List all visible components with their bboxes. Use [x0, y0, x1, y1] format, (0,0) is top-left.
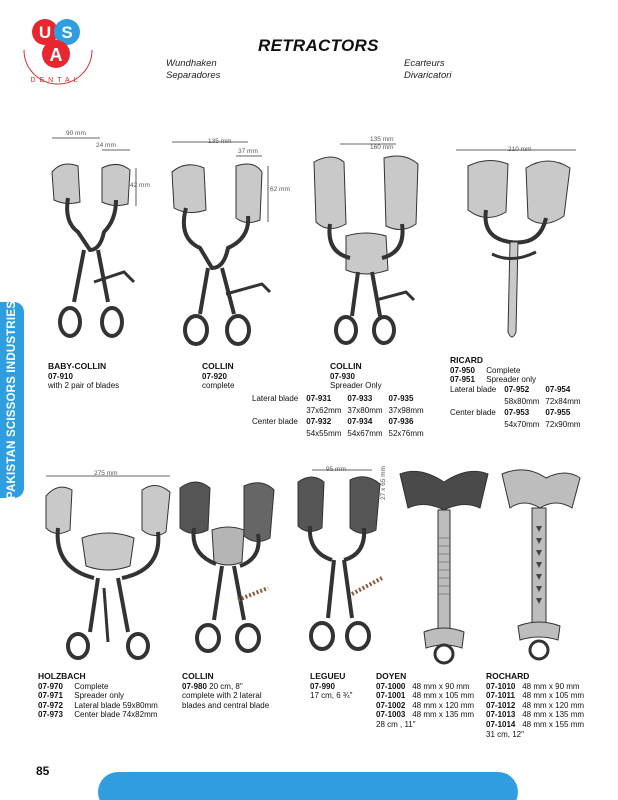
product-code: 07-1000: [376, 681, 406, 691]
product-code: 07-920: [202, 371, 227, 381]
table-row: [252, 406, 428, 416]
side-banner: [0, 302, 24, 498]
page-number: 85: [36, 764, 50, 778]
collin-980-retractor-illustration: [172, 470, 282, 668]
blade-size: 54x67mm: [347, 428, 383, 438]
logo-letter-s: S: [61, 23, 73, 42]
product-code: 07-951: [450, 375, 475, 385]
product-legueu: [310, 672, 352, 701]
product-desc: 48 mm x 135 mm: [522, 710, 585, 720]
product-name: BABY-COLLIN: [48, 361, 107, 371]
blade-size: 52x76mm: [388, 428, 424, 438]
blade-code: 07-935: [388, 394, 414, 403]
collin-spreader-retractor-illustration: [306, 140, 426, 352]
product-holzbach: [38, 672, 158, 720]
blade-size: 37x80mm: [347, 405, 383, 415]
list-item: [38, 710, 158, 720]
blade-size: 54x70mm: [504, 419, 540, 429]
lateral-label: Lateral blade: [450, 385, 497, 394]
doyen-retractor-illustration: [394, 464, 494, 670]
product-name: DOYEN: [376, 671, 407, 681]
baby-collin-retractor-illustration: [44, 132, 154, 352]
product-desc: complete: [202, 381, 235, 391]
product-desc: 48 mm x 90 mm: [412, 681, 470, 691]
holzbach-retractor-illustration: [38, 472, 178, 668]
dim-collin-blade-w: 37 mm: [238, 148, 258, 155]
blade-code: 07-954: [545, 385, 571, 394]
title-french: Ecarteurs: [404, 58, 445, 69]
product-name: COLLIN: [330, 361, 362, 371]
product-code: 07-1013: [486, 710, 516, 720]
blade-size: 37x62mm: [306, 405, 342, 415]
blade-size: 54x55mm: [306, 428, 342, 438]
logo-ring-text: DENTAL: [30, 77, 82, 84]
product-desc: Spreader Only: [330, 381, 382, 391]
product-desc: Center blade 74x82mm: [74, 710, 158, 720]
product-code: 07-971: [38, 691, 63, 701]
list-item: [486, 701, 584, 711]
product-name: HOLZBACH: [38, 671, 86, 681]
table-row: [450, 385, 585, 395]
list-item: [486, 720, 584, 730]
product-code: 07-950: [450, 365, 475, 375]
list-item: [376, 710, 474, 720]
blade-code: 07-952: [504, 385, 530, 394]
product-doyen: [376, 672, 474, 730]
blade-code: 07-931: [306, 394, 332, 403]
dim-legueu-blade: 27 x 65 mm: [380, 466, 387, 500]
product-size: 20 cm, 8": [209, 681, 243, 691]
product-length: 31 cm, 12": [486, 729, 524, 739]
list-item: [376, 691, 474, 701]
list-item: [486, 710, 584, 720]
blade-size: 58x80mm: [504, 396, 540, 406]
product-desc: 48 mm x 155 mm: [522, 719, 585, 729]
blade-size: 37x98mm: [388, 405, 424, 415]
product-baby-collin: [48, 362, 119, 391]
list-item: [376, 682, 474, 692]
list-item: [38, 691, 158, 701]
product-desc: with 2 pair of blades: [48, 381, 120, 391]
dim-legueu-width: 95 mm: [326, 466, 346, 473]
logo-letter-a: A: [49, 45, 63, 65]
blade-code: 07-934: [347, 417, 373, 427]
product-desc: 48 mm x 90 mm: [522, 681, 580, 691]
page-title: RETRACTORS: [258, 36, 379, 55]
center-label: Center blade: [252, 417, 298, 427]
product-desc: 48 mm x 120 mm: [412, 700, 475, 710]
product-desc: blades and central blade: [182, 700, 270, 710]
product-code: 07-1012: [486, 700, 516, 710]
product-desc: complete with 2 lateral: [182, 691, 262, 701]
blade-code: 07-932: [306, 417, 332, 427]
dim-collin-width: 135 mm: [208, 138, 232, 145]
product-desc: 48 mm x 120 mm: [522, 700, 585, 710]
product-desc: Lateral blade 59x80mm: [74, 700, 158, 710]
list-item: [38, 682, 158, 692]
product-code: 07-972: [38, 700, 63, 710]
product-desc: 48 mm x 135 mm: [412, 710, 475, 720]
product-name: COLLIN: [202, 361, 234, 371]
product-code: 07-980: [182, 681, 207, 691]
product-code: 07-970: [38, 681, 63, 691]
product-code: 07-1002: [376, 700, 406, 710]
list-item: [376, 701, 474, 711]
dim-collin-spreader-w1: 135 mm: [370, 136, 394, 143]
product-ricard: [450, 356, 536, 385]
product-desc: Complete: [74, 681, 109, 691]
list-item: [486, 691, 584, 701]
collin-retractor-illustration: [166, 138, 276, 352]
blade-code: 07-933: [347, 394, 373, 403]
table-row: [252, 394, 428, 404]
dim-collin-blade-h: 62 mm: [270, 186, 290, 193]
product-code: 07-1001: [376, 691, 406, 701]
rochard-retractor-illustration: [496, 464, 586, 670]
product-name: LEGUEU: [310, 671, 346, 681]
product-code: 07-1010: [486, 681, 516, 691]
title-spanish: Separadores: [166, 70, 221, 81]
product-rochard: [486, 672, 584, 739]
table-row: [450, 408, 585, 418]
ricard-retractor-illustration: [452, 146, 582, 352]
product-code: 07-930: [330, 371, 355, 381]
footer-bar: [98, 772, 518, 800]
logo-letter-u: U: [38, 23, 52, 42]
blade-code: 07-953: [504, 408, 530, 418]
product-size: 17 cm, 6 ¾": [310, 691, 353, 701]
dim-baby-collin-blade-h: 42 mm: [130, 182, 150, 189]
product-desc: Complete: [486, 365, 521, 375]
title-italian: Divaricatori: [404, 70, 452, 81]
ricard-blade-table: [448, 383, 587, 431]
product-desc: 48 mm x 105 mm: [412, 691, 475, 701]
product-code: 07-1014: [486, 719, 516, 729]
product-collin-930: [330, 362, 382, 391]
list-item: [486, 682, 584, 692]
blade-size: 72x90mm: [545, 419, 581, 429]
product-name: ROCHARD: [486, 671, 530, 681]
product-name: RICARD: [450, 355, 484, 365]
list-item: [38, 701, 158, 711]
product-code: 07-1011: [486, 691, 515, 701]
blade-code: 07-955: [545, 408, 571, 418]
table-row: [252, 429, 428, 439]
product-length: 28 cm , 11": [376, 719, 416, 729]
product-code: 07-1003: [376, 710, 406, 720]
product-code: 07-973: [38, 710, 63, 720]
product-code: 07-990: [310, 681, 335, 691]
product-code: 07-910: [48, 371, 73, 381]
table-row: [450, 420, 585, 430]
dim-holzbach-width: 275 mm: [94, 470, 118, 477]
product-collin-980: [182, 672, 269, 710]
blade-code: 07-936: [388, 417, 414, 427]
product-name: COLLIN: [182, 671, 214, 681]
usa-dental-logo: [14, 10, 102, 90]
table-row: [450, 397, 585, 407]
lateral-label: Lateral blade: [252, 394, 299, 403]
collin-930-blade-table: [250, 392, 430, 440]
dim-baby-collin-blade-w: 24 mm: [96, 142, 116, 149]
side-banner-text: PAKISTAN SCISSORS INDUSTRIES: [6, 300, 18, 500]
product-desc: Spreader only: [486, 375, 537, 385]
center-label: Center blade: [450, 408, 496, 418]
blade-size: 72x84mm: [545, 396, 581, 406]
product-collin-920: [202, 362, 236, 391]
product-desc: 48 mm x 105 mm: [522, 691, 585, 701]
title-german: Wundhaken: [166, 58, 217, 69]
table-row: [252, 417, 428, 427]
dim-ricard-width: 210 mm: [508, 146, 532, 153]
product-desc: Spreader only: [74, 691, 125, 701]
dim-collin-spreader-w2: 160 mm: [370, 144, 394, 151]
dim-baby-collin-width: 90 mm: [66, 130, 86, 137]
